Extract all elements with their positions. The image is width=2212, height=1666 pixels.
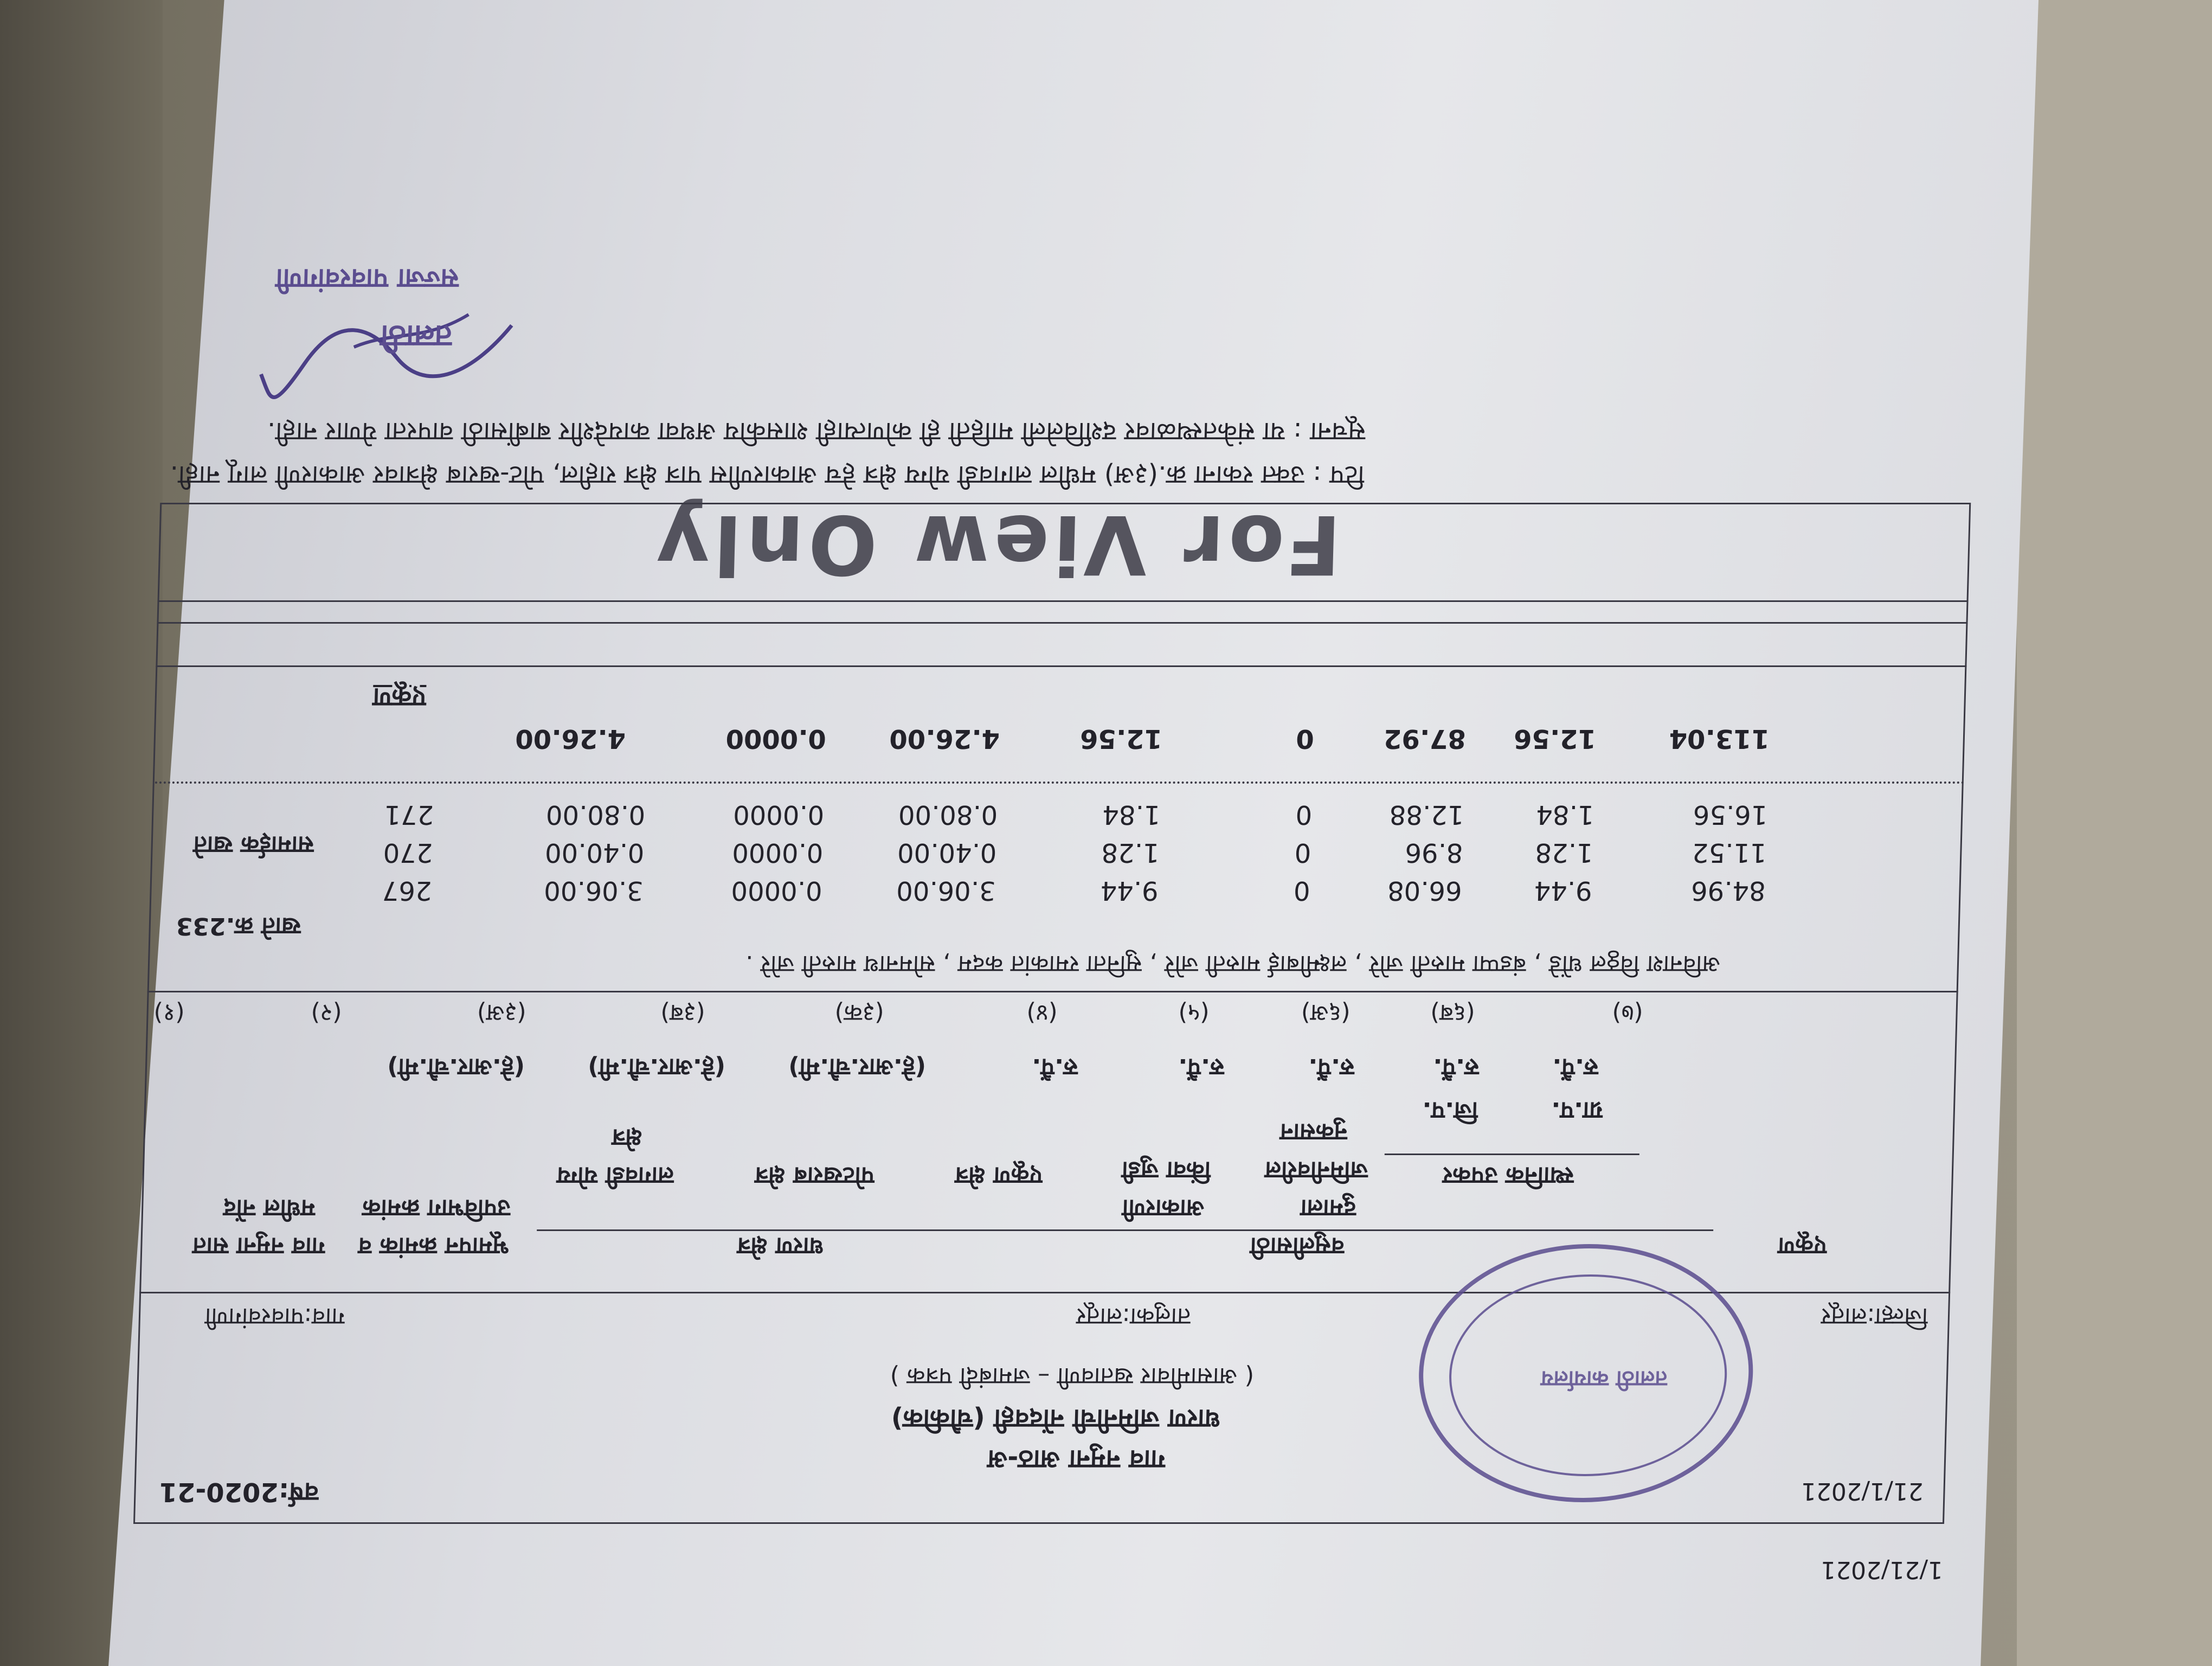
row3-dumala: 0: [1295, 799, 1313, 830]
hdr-survey-b: उपविभाग क्रमांक: [362, 1194, 511, 1222]
hdr-gp: ग्रा.प.: [1551, 1097, 1603, 1124]
total-assessment: 12.56: [1079, 723, 1163, 754]
doc-title: गाव नमुना आठ-अ: [987, 1444, 1166, 1475]
stamp-text: तलाठी कार्यालय: [1540, 1366, 1668, 1391]
hdr-unit-5: रु.पैं.: [1178, 1053, 1225, 1081]
doc-date: 21/1/2021: [1801, 1477, 1924, 1505]
row2-gp: 1.28: [1534, 837, 1594, 868]
hdr-cultivable: लागवडी योग्य: [556, 1162, 674, 1189]
row1-zp: 66.08: [1387, 875, 1463, 906]
hdr-village-form: गाव नमुना सात: [192, 1232, 326, 1260]
rule-total-2: [157, 622, 1967, 624]
row1-sum: 84.96: [1690, 875, 1766, 906]
row3-sum: 16.56: [1693, 799, 1768, 830]
col-number-6b: (६ब): [1430, 999, 1476, 1027]
hdr-survey: भूमापन क्रमांक व: [358, 1232, 510, 1260]
total-area: 4.26.00: [515, 723, 626, 754]
row2-assessment: 1.28: [1101, 837, 1160, 868]
rule-cess: [1385, 1154, 1639, 1155]
col-number-7: (७): [1611, 999, 1644, 1027]
row3-potkharab: 0.0000: [732, 799, 825, 830]
row3-zp: 12.88: [1389, 799, 1464, 830]
hdr-zp: जि.प.: [1422, 1097, 1478, 1124]
hdr-holding-area: धारण क्षेत्र: [737, 1232, 825, 1260]
rule-total-1: [156, 665, 1966, 667]
col-number-1: (१): [153, 999, 185, 1027]
joint-account-label: सामाईक खाते: [193, 831, 314, 858]
signature-place: सज्जा पावरवांगणी: [275, 263, 459, 294]
district: जिल्हा:लातूर: [1821, 1303, 1928, 1330]
rule-after-col-numbers: [147, 991, 1958, 992]
hdr-unit-3: (हे.आर.चौ.मी): [788, 1053, 927, 1081]
document-sheet: [109, 16, 1995, 1622]
total-potkharab: 0.0000: [725, 723, 827, 754]
khata-number: खाते क्र.233: [176, 912, 301, 940]
taluka: तालुका:लातूर: [1076, 1303, 1191, 1330]
row2-survey: 270: [383, 837, 434, 868]
row3-assessment: 1.84: [1102, 799, 1161, 830]
hdr-dumala-b: जमिनीवरील: [1264, 1156, 1368, 1184]
owner-names: अविनाश विठ्ठल धोंडे , बंडप्पा मारुती जोरे , लक्ष्मीबाई मारुती जोरे , सुनिता रमाकांत कदम , सोमनाथ मारुती जोरे .: [745, 950, 1721, 978]
row3-area: 0.80.00: [545, 799, 646, 830]
hdr-unit-7: रु.पैं.: [1432, 1053, 1480, 1081]
hdr-village-form-b: मधील नोंद: [223, 1194, 316, 1222]
rule-recovery: [1073, 1229, 1713, 1231]
total-dumala: 0: [1295, 723, 1315, 754]
row1-survey: 267: [382, 875, 433, 906]
row3-total: 0.80.00: [898, 799, 998, 830]
row1-total: 3.06.00: [896, 875, 996, 906]
row2-sum: 11.52: [1692, 837, 1767, 868]
row1-assessment: 9.44: [1099, 875, 1159, 906]
rule-holding: [537, 1229, 1079, 1231]
hdr-dumala: दुमाला: [1300, 1194, 1356, 1222]
row1-area: 3.06.00: [543, 875, 644, 906]
col-number-3c: (३क): [834, 999, 885, 1027]
watermark-for-view-only: For View Only: [651, 497, 1342, 591]
hdr-assessment: आकारणी: [1122, 1194, 1205, 1222]
col-number-3a: (३अ): [477, 999, 527, 1027]
row2-potkharab: 0.0000: [731, 837, 824, 868]
frame-top: [133, 1522, 1944, 1524]
row1-potkharab: 0.0000: [730, 875, 823, 906]
hdr-unit-2: (हे.आर.चौ.मी): [587, 1053, 726, 1081]
signature: [249, 287, 535, 423]
hdr-total-area: एकूण क्षेत्र: [955, 1162, 1043, 1189]
hdr-dumala-c: नुकसान: [1279, 1118, 1348, 1146]
hdr-potkharab: पोटखराब क्षेत्र: [754, 1162, 875, 1189]
total-zp: 87.92: [1383, 723, 1467, 754]
hdr-unit-4: रु.पैं.: [1031, 1053, 1078, 1081]
hdr-unit-1: (हे.आर.चौ.मी): [387, 1053, 525, 1081]
row3-survey: 271: [383, 799, 434, 830]
note-tip: टिप : उक्त रकाना क्र.(३अ) मधील लागवडी योग्य क्षेत्र हेच आकारणीस पात्र क्षेत्र राहील, पोट-खराब क्षेत्रावर आकारणी लागू नाही.: [169, 460, 1365, 490]
doc-subtitle2: ( आसामीवार खतावणी – जमाबंदी पत्रक ): [890, 1362, 1255, 1390]
row2-area: 0.40.00: [544, 837, 645, 868]
office-stamp: [1416, 1244, 1756, 1502]
hdr-total: एकूण: [1777, 1232, 1828, 1260]
hdr-recovery: वसुलीसाठी: [1250, 1232, 1345, 1260]
col-number-5: (५): [1178, 999, 1210, 1027]
hdr-unit-6: रु.पैं.: [1308, 1053, 1355, 1081]
col-number-4: (४): [1026, 999, 1058, 1027]
row1-dumala: 0: [1293, 875, 1311, 906]
hdr-local-cess: स्थानिक उपकर: [1442, 1162, 1574, 1189]
doc-subtitle: धारण जमिनीची नोंदवही (चौकीक): [891, 1404, 1221, 1434]
hdr-cultivable-b: क्षेत्र: [612, 1124, 643, 1151]
col-number-6a: (६अ): [1301, 999, 1351, 1027]
village: गाव:पावरवांगणी: [204, 1303, 345, 1330]
row2-zp: 8.96: [1404, 837, 1464, 868]
row2-total: 0.40.00: [897, 837, 998, 868]
total-label: एकूण: [372, 682, 427, 713]
col-number-2: (२): [310, 999, 343, 1027]
row2-dumala: 0: [1294, 837, 1312, 868]
signature-name: तलाठी: [380, 318, 453, 354]
note-warning: सूचना : या संकेतस्थळावर दर्शविलेली माहिती ही कोणत्याही शासकीय अथवा कायदेशीर बाबींसाठी वापरता येणार नाही.: [266, 416, 1366, 447]
col-number-3b: (३ब): [660, 999, 706, 1027]
total-gp: 12.56: [1513, 723, 1597, 754]
background-right: [2017, 0, 2212, 1666]
hdr-unit-8: रु.पैं.: [1552, 1053, 1599, 1081]
print-date: 1/21/2021: [1820, 1556, 1944, 1584]
row3-gp: 1.84: [1535, 799, 1594, 830]
rule-before-total: [153, 781, 1964, 784]
row1-gp: 9.44: [1533, 875, 1593, 906]
total-area-sum: 4.26.00: [889, 723, 1000, 754]
total-sum: 113.04: [1668, 723, 1770, 754]
rule-total-3: [157, 600, 1968, 602]
hdr-assessment-b: किंवा जुडी: [1121, 1156, 1211, 1184]
year: वर्ष:2020-21: [158, 1477, 319, 1507]
